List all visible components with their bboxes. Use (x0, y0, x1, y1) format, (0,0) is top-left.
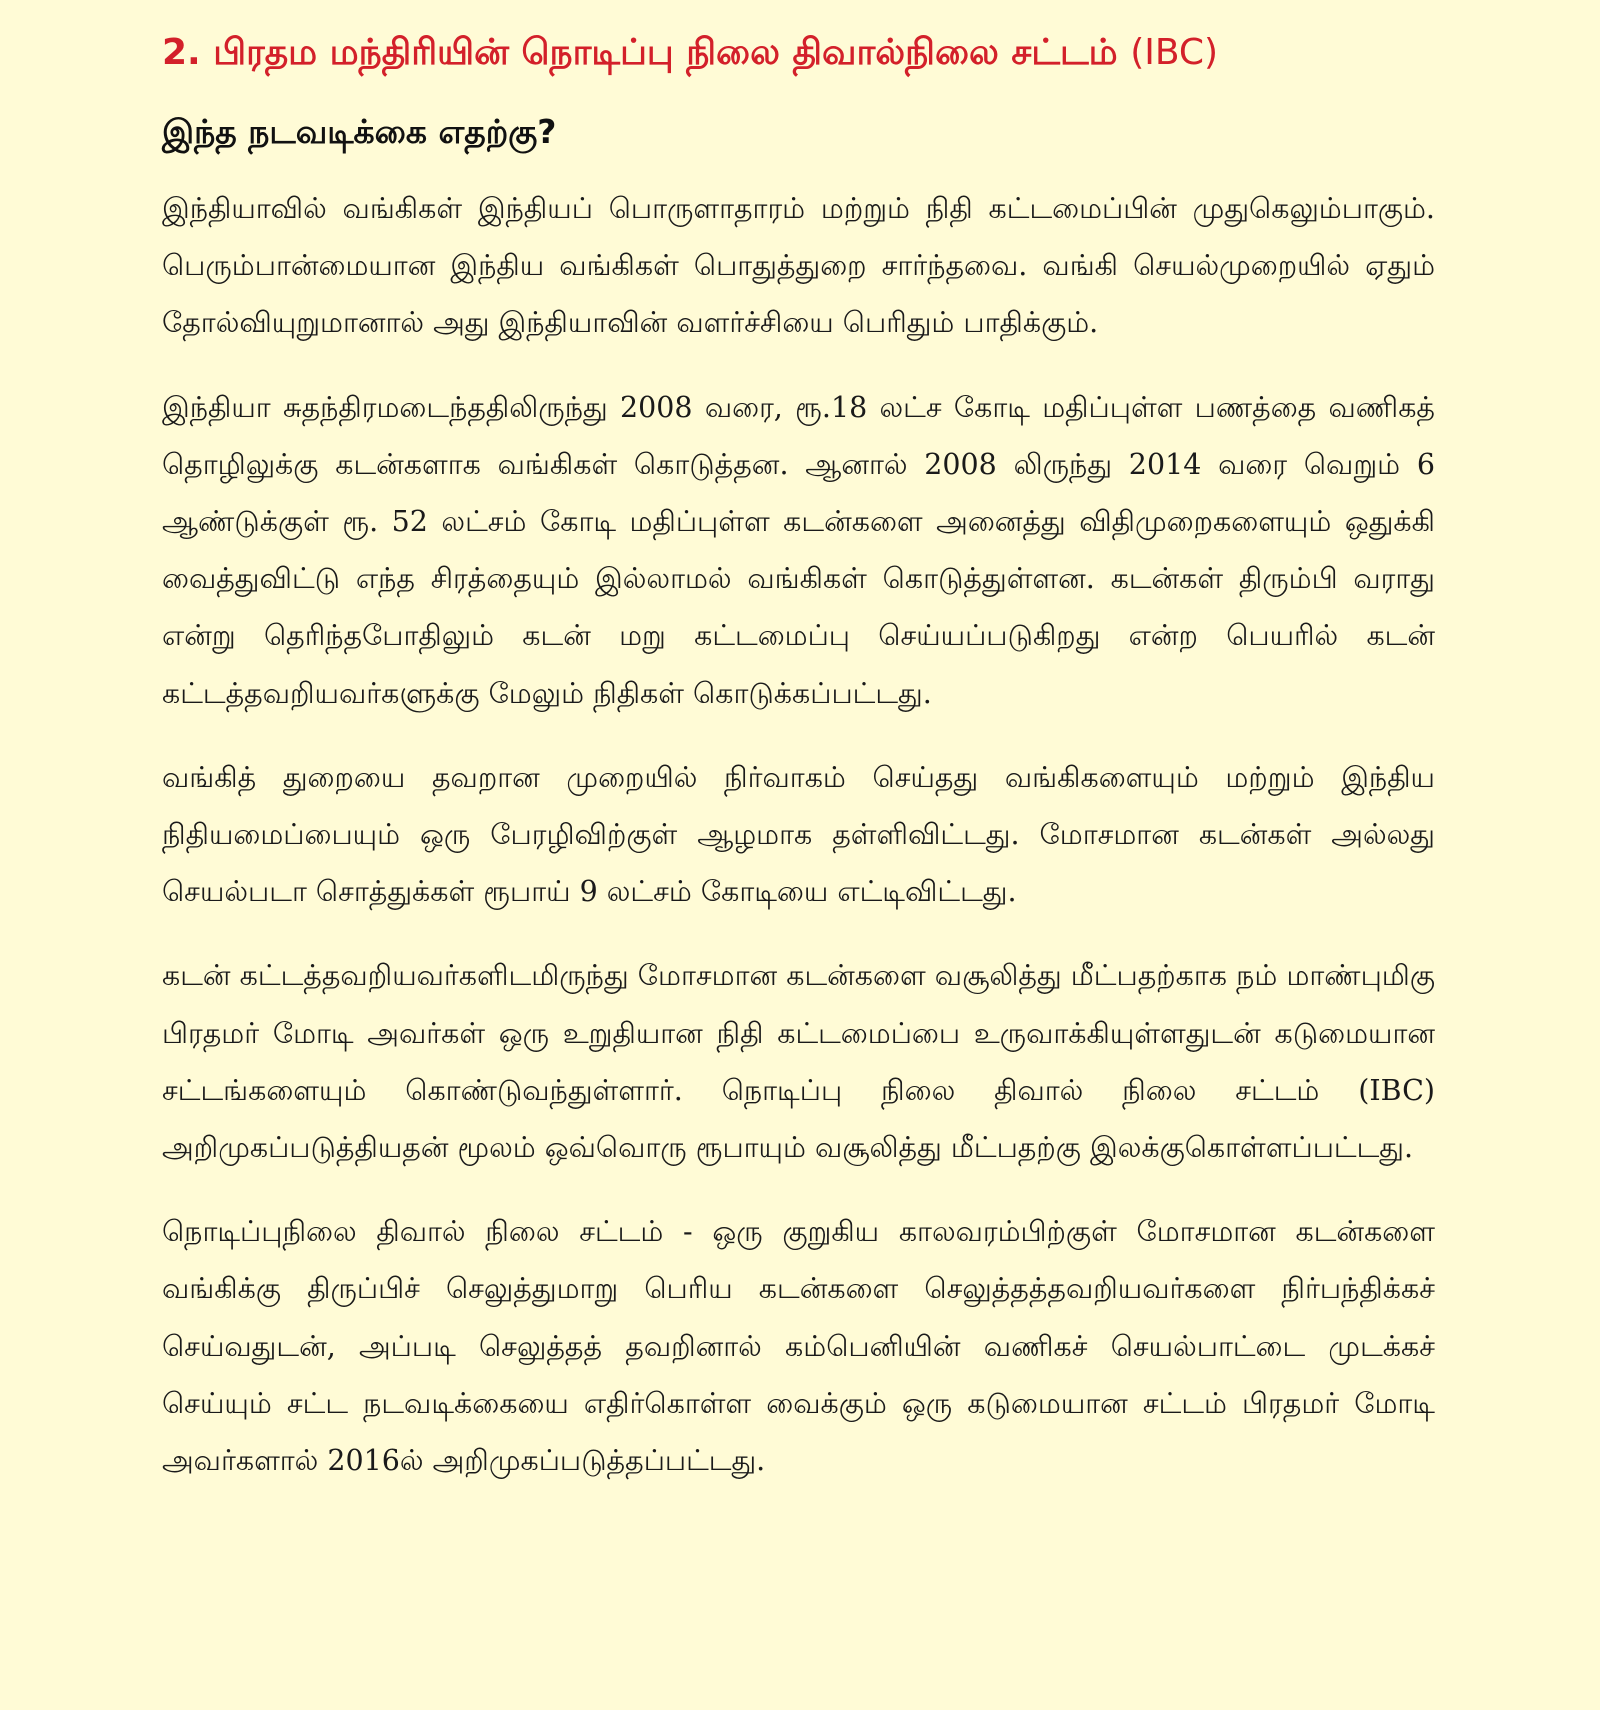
title-abbreviation: (IBC) (1130, 32, 1219, 73)
paragraph-loan-history: இந்தியா சுதந்திரமடைந்ததிலிருந்து 2008 வரை, ரூ.18 லட்ச கோடி மதிப்புள்ள பணத்தை வணிகத் தொழிலுக்கு கடன்களாக வங்கிகள் கொடுத்தன. ஆனால் 2008 லிருந்து 2014 வரை வெறும் 6 ஆண்டுக்குள் ரூ. 52 லட்சம் கோடி மதிப்புள்ள கடன்களை அனைத்து விதிமுறைகளையும் ஒதுக்கி வைத்துவிட்டு எந்த சிரத்தையும் இல்லாமல் வங்கிகள் கொடுத்துள்ளன. கடன்கள் திரும்பி வராது என்று தெரிந்தபோதிலும் கடன் மறு கட்டமைப்பு செய்யப்படுகிறது என்ற பெயரில் கடன் கட்டத்தவறியவர்களுக்கு மேலும் நிதிகள் கொடுக்கப்பட்டது. (162, 390, 1435, 710)
paragraph-banking-backbone: இந்தியாவில் வங்கிகள் இந்தியப் பொருளாதாரம் மற்றும் நிதி கட்டமைப்பின் முதுகெலும்பாகும். பெரும்பான்மையான இந்திய வங்கிகள் பொதுத்துறை சார்ந்தவை. வங்கி செயல்முறையில் ஏதும் தோல்வியுறுமானால் அது இந்தியாவின் வளர்ச்சியை பெரிதும் பாதிக்கும். (162, 192, 1435, 340)
section-heading: இந்த நடவடிக்கை எதற்கு? (162, 112, 557, 151)
page-title (162, 24, 1435, 82)
paragraph-bad-loans: வங்கித் துறையை தவறான முறையில் நிர்வாகம் செய்தது வங்கிகளையும் மற்றும் இந்திய நிதியமைப்பையும் ஒரு பேரழிவிற்குள் ஆழமாக தள்ளிவிட்டது. மோசமான கடன்கள் அல்லது செயல்படா சொத்துக்கள் ரூபாய் 9 லட்சம் கோடியை எட்டிவிட்டது. (162, 760, 1435, 909)
paragraph-ibc-definition: நொடிப்புநிலை திவால் நிலை சட்டம் - ஒரு குறுகிய காலவரம்பிற்குள் மோசமான கடன்களை வங்கிக்கு திருப்பிச் செலுத்துமாறு பெரிய கடன்களை செலுத்தத்தவறியவர்களை நிர்பந்திக்கச் செய்வதுடன், அப்படி செலுத்தத் தவறினால் கம்பெனியின் வணிகச் செயல்பாட்டை முடக்கச் செய்யும் சட்ட நடவடிக்கையை எதிர்கொள்ள வைக்கும் ஒரு கடுமையான சட்டம் பிரதமர் மோடி அவர்களால் 2016ல் அறிமுகப்படுத்தப்பட்டது. (162, 1215, 1435, 1478)
paragraph-ibc-introduction: கடன் கட்டத்தவறியவர்களிடமிருந்து மோசமான கடன்களை வசூலித்து மீட்பதற்காக நம் மாண்புமிகு பிரதமர் மோடி அவர்கள் ஒரு உறுதியான நிதி கட்டமைப்பை உருவாக்கியுள்ளதுடன் கடுமையான சட்டங்களையும் கொண்டுவந்துள்ளார். நொடிப்பு நிலை திவால் நிலை சட்டம் (IBC) அறிமுகப்படுத்தியதன் மூலம் ஒவ்வொரு ரூபாயும் வசூலித்து மீட்பதற்கு இலக்குகொள்ளப்பட்டது. (162, 959, 1435, 1165)
title-text: 2. பிரதம மந்திரியின் நொடிப்பு நிலை திவால்நிலை சட்டம் (162, 32, 1118, 73)
